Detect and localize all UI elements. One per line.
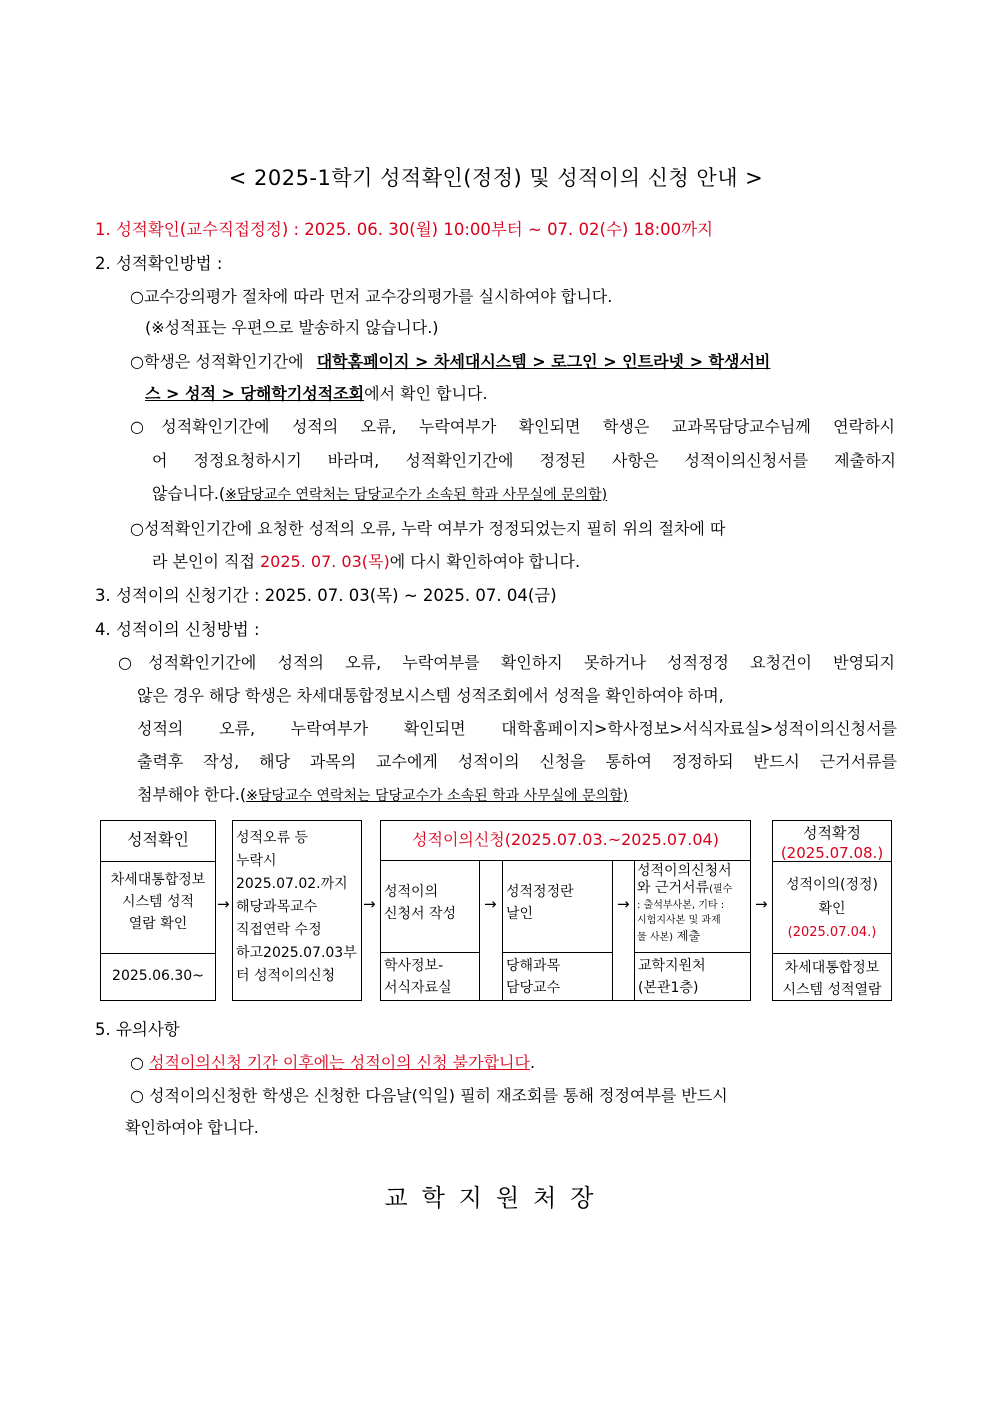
line-3-prefix: ○학생은 성적확인기간에 <box>130 352 309 371</box>
flow-step-submit-documents: 성적이의신청서 와 근거서류(필수 : 출석부사본, 기타 : 시험지사본 및 과제 물 사본) 제출 교학지원처 (본관1층) <box>634 860 751 1001</box>
flow-arrow-icon: → <box>755 895 768 913</box>
flow-box-1-header: 성적확인 <box>127 830 189 849</box>
contact-note: ※담당교수 연락처는 담당교수가 소속된 학과 사무실에 문의함) <box>246 788 629 804</box>
section-5-line-3: 확인하여야 합니다. <box>125 1118 259 1137</box>
section-2-line-1: ○교수강의평가 절차에 따라 먼저 교수강의평가를 실시하여야 합니다. <box>130 287 613 306</box>
section-2-heading: 2. 성적확인방법 : <box>95 254 223 273</box>
flow-arrow-icon: → <box>484 895 497 913</box>
section-4-line-5: 첨부해야 한다.(※담당교수 연락처는 담당교수가 소속된 학과 사무실에 문의함) <box>137 785 629 804</box>
section-2-line-9: 라 본인이 직접 2025. 07. 03(목)에 다시 확인하여야 합니다. <box>152 552 581 571</box>
flow-arrow-icon: → <box>363 895 376 913</box>
line-4-suffix: 에서 확인 합니다. <box>364 384 488 403</box>
section-5-heading: 5. 유의사항 <box>95 1020 180 1039</box>
section-2-line-6: 어 정정요청하시기 바라며, 성적확인기간에 정정된 사항은 성적이의신청서를 제출하지 <box>152 451 896 470</box>
section-3-heading: 3. 성적이의 신청기간 : 2025. 07. 03(목) ~ 2025. 07. 04(금) <box>95 586 557 605</box>
menu-path-part-1: 대학홈페이지 > 차세대시스템 > 로그인 > 인트라넷 > 학생서비 <box>316 352 771 371</box>
section-2-line-5: ○성적확인기간에 성적의 오류, 누락여부가 확인되면 학생은 교과목담당교수님께 연락하시 <box>130 417 895 436</box>
flow-arrow-icon: → <box>617 895 630 913</box>
section-5-line-1: ○ 성적이의신청 기간 이후에는 성적이의 신청 불가합니다. <box>130 1053 536 1072</box>
flow-box-3-header: 성적이의신청(2025.07.03.~2025.07.04) <box>412 830 719 849</box>
section-4-heading: 4. 성적이의 신청방법 : <box>95 620 260 639</box>
section-2-line-2: (※성적표는 우편으로 발송하지 않습니다.) <box>145 318 439 337</box>
section-1-heading: 1. 성적확인(교수직접정정) : 2025. 06. 30(월) 10:00부터 ~ 07. 02(수) 18:00까지 <box>95 220 714 239</box>
recheck-date: 2025. 07. 03(목) <box>260 552 390 571</box>
deadline-warning: 성적이의신청 기간 이후에는 성적이의 신청 불가합니다 <box>149 1053 530 1072</box>
section-4-line-1: ○성적확인기간에 성적의 오류, 누락여부를 확인하지 못하거나 성적정정 요청건이 반영되지 <box>118 653 895 672</box>
section-2-line-3 <box>130 349 770 372</box>
flow-box-4-header: 성적확정 <box>803 824 861 842</box>
page-title: < 2025-1학기 성적확인(정정) 및 성적이의 신청 안내 > <box>228 166 764 190</box>
flow-box-2-body: 성적오류 등 누락시 2025.07.02.까지 해당과목교수 직접연락 수정 하고2025.07.03부 터 성적이의신청 <box>236 830 357 984</box>
finalized-date: (2025.07.08.) <box>780 844 884 862</box>
section-4-line-2: 않은 경우 해당 학생은 차세대통합정보시스템 성적조회에서 성적을 확인하여야 하며, <box>137 686 724 705</box>
issuer-signature: 교학지원처장 <box>384 1184 608 1212</box>
section-4-line-4: 출력후 작성, 해당 과목의 교수에게 성적이의 신청을 통하여 정정하되 반드시 근거서류를 <box>137 752 897 771</box>
flow-step-write-form: 성적이의 신청서 작성 학사정보- 서식자료실 <box>380 860 480 1001</box>
flow-arrow-icon: → <box>217 895 230 913</box>
flow-box-1-body: 차세대통합정보 시스템 성적 열람 확인 <box>110 872 206 932</box>
section-5-line-2: ○ 성적이의신청한 학생은 신청한 다음날(익일) 필히 재조회를 통해 정정여부를 반드시 <box>130 1086 728 1105</box>
flow-box-1-footer: 2025.06.30~ <box>112 968 204 984</box>
flow-step-professor-seal: 성적정정란 날인 당해과목 담당교수 <box>502 860 613 1001</box>
section-2-line-4 <box>145 381 488 404</box>
contact-note: ※담당교수 연락처는 담당교수가 소속된 학과 사무실에 문의함) <box>225 487 608 503</box>
section-4-line-3: 성적의 오류, 누락여부가 확인되면 대학홈페이지>학사정보>서식자료실>성적이의신청서를 <box>137 719 897 738</box>
flow-box-grade-finalized: 성적확정 (2025.07.08.) 성적이의(정정) 확인 (2025.07.04.) 차세대통합정보 시스템 성적열람 <box>772 820 892 1001</box>
flow-box-error-request <box>232 820 362 1001</box>
flow-box-grade-check <box>100 820 216 1001</box>
section-2-line-7: 않습니다.(※담당교수 연락처는 담당교수가 소속된 학과 사무실에 문의함) <box>152 484 608 503</box>
section-2-line-8: ○성적확인기간에 요청한 성적의 오류, 누락 여부가 정정되었는지 필히 위의 절차에 따 <box>130 519 726 538</box>
menu-path-part-2: 스 > 성적 > 당해학기성적조회 <box>145 384 365 403</box>
